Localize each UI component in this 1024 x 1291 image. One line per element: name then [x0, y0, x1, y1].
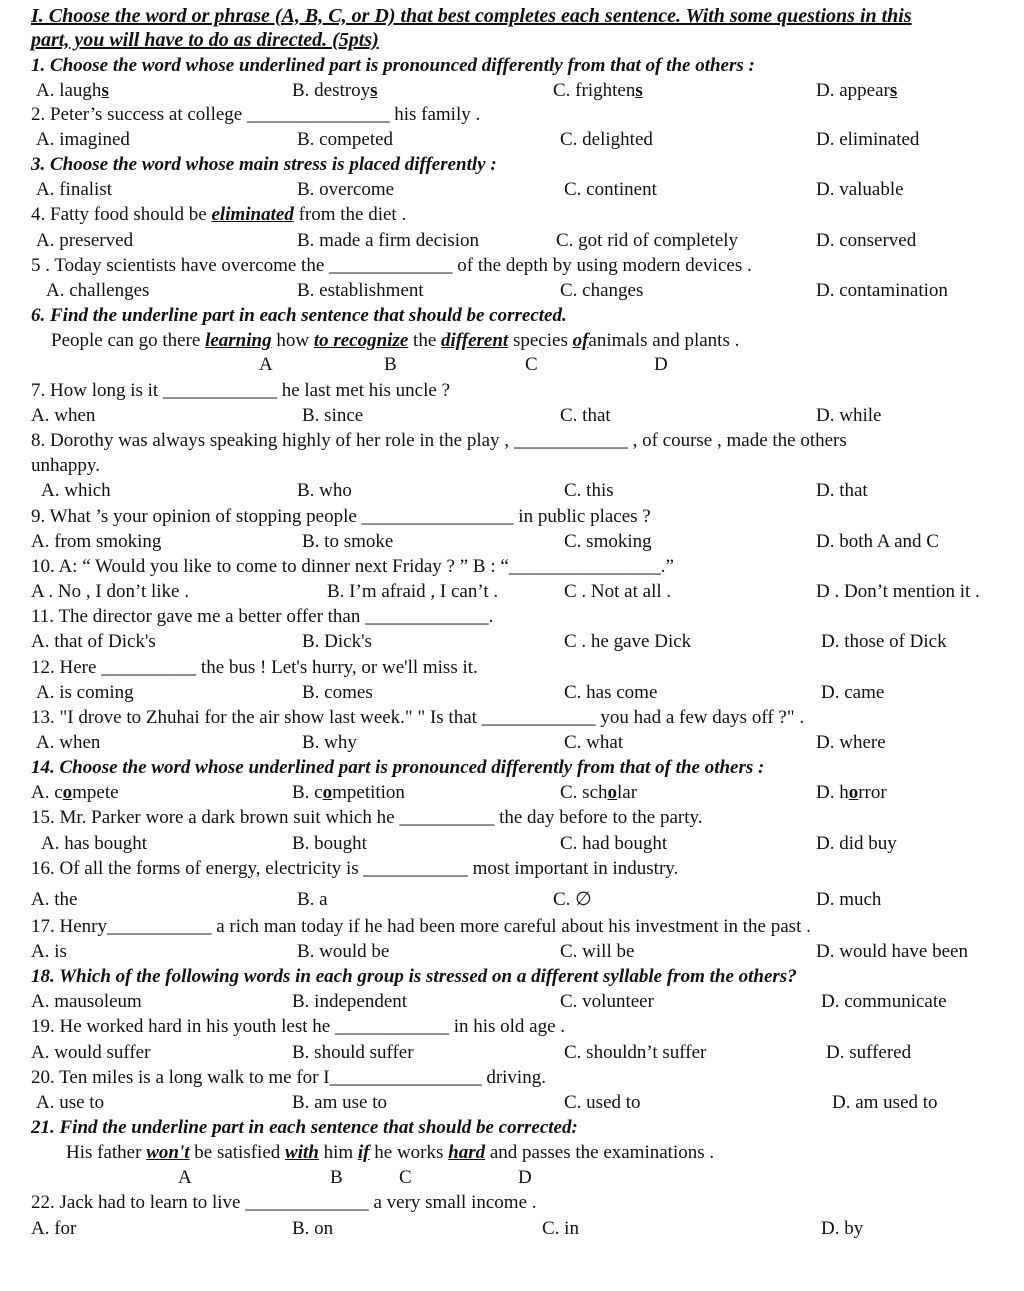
q1-option-b-underlined: s: [370, 80, 378, 101]
q14-option-b-post: mpetition: [332, 782, 405, 803]
instructions-line-2-text: part, you will have to do as directed. (5pts): [31, 29, 379, 51]
q17-option-d[interactable]: D. would have been: [816, 941, 968, 962]
q8-option-d[interactable]: D. that: [816, 480, 868, 501]
q16-option-d[interactable]: D. much: [816, 889, 882, 910]
q17-option-a[interactable]: A. is: [31, 941, 67, 962]
q21-seg-1: His father: [66, 1142, 142, 1163]
q20-option-c[interactable]: C. used to: [564, 1092, 641, 1113]
q1-option-b-label: B. destroy: [292, 80, 371, 101]
q1-option-c-underlined: s: [635, 80, 643, 101]
q14-option-a-underlined: o: [62, 782, 73, 803]
q7-blank[interactable]: ____________: [162, 380, 277, 401]
q8-stem-pre: 8. Dorothy was always speaking highly of her role in the play ,: [31, 430, 510, 451]
q13-option-a[interactable]: A. when: [36, 732, 101, 753]
q5-stem: [31, 254, 752, 278]
q10-stem: [31, 555, 674, 579]
q11-blank[interactable]: _____________: [365, 606, 489, 627]
q14-option-a-pre: A. c: [31, 782, 63, 803]
q12-stem-post: the bus ! Let's hurry, or we'll miss it.: [200, 657, 478, 678]
q12-option-a[interactable]: A. is coming: [36, 682, 134, 703]
q10-blank[interactable]: ________________: [508, 556, 661, 577]
q22-stem-pre: 22. Jack had to learn to live: [31, 1192, 241, 1213]
q2-option-b[interactable]: B. competed: [297, 129, 394, 150]
q14-option-c[interactable]: [560, 781, 637, 805]
q9-option-a[interactable]: A. from smoking: [31, 531, 162, 552]
q21-letter-b: B: [330, 1167, 343, 1188]
q13-option-b[interactable]: B. why: [302, 732, 357, 753]
q8-option-c[interactable]: C. this: [564, 480, 614, 501]
q21-part-c[interactable]: if: [357, 1142, 370, 1163]
q4-option-c[interactable]: C. got rid of completely: [556, 230, 739, 251]
q17-stem-post: a rich man today if he had been more careful about his investment in the past .: [216, 916, 811, 937]
q6-seg-3: the: [413, 330, 437, 351]
q10-stem-pre: 10. A: “ Would you like to come to dinner next Friday ? ” B : “: [31, 556, 509, 577]
q18-option-c[interactable]: C. volunteer: [560, 991, 654, 1012]
q3-option-c[interactable]: C. continent: [564, 179, 657, 200]
instructions-line-1: [31, 4, 912, 28]
q20-blank[interactable]: ________________: [329, 1067, 482, 1088]
q6-letter-d: D: [654, 354, 668, 375]
q17-stem: [31, 915, 811, 939]
q9-blank[interactable]: ________________: [361, 506, 514, 527]
q6-part-a[interactable]: learning: [205, 330, 272, 351]
q4-stem: [31, 203, 406, 227]
q9-stem-post: in public places ?: [518, 506, 651, 527]
q14-option-c-post: lar: [617, 782, 638, 803]
q6-letter-c: C: [525, 354, 538, 375]
q16-option-c[interactable]: C. ∅: [553, 889, 592, 910]
q15-blank[interactable]: __________: [399, 807, 495, 828]
q1-option-c[interactable]: [553, 79, 643, 103]
q5-option-b[interactable]: B. establishment: [297, 280, 424, 301]
q6-letter-a: A: [259, 354, 273, 375]
q7-option-a[interactable]: A. when: [31, 405, 96, 426]
q2-stem-pre: 2. Peter’s success at college: [31, 104, 243, 125]
q19-option-d[interactable]: D. suffered: [826, 1042, 912, 1063]
instructions-line-1-text: I. Choose the word or phrase (A, B, C, or D) that best completes each sentence. With some questions in this: [31, 5, 912, 27]
q19-stem-post: in his old age .: [453, 1016, 566, 1037]
q21-seg-5: and passes the examinations .: [489, 1142, 715, 1163]
q9-option-b[interactable]: B. to smoke: [302, 531, 394, 552]
q14-option-c-pre: C. sch: [560, 782, 608, 803]
q18-option-a[interactable]: A. mausoleum: [31, 991, 142, 1012]
instructions-line-2: [31, 28, 379, 52]
q4-option-b[interactable]: B. made a firm decision: [297, 230, 480, 251]
q6-sentence: [51, 329, 739, 353]
q14-option-d-pre: D. h: [816, 782, 849, 803]
q1-option-d-underlined: s: [889, 80, 898, 101]
q19-stem-pre: 19. He worked hard in his youth lest he: [31, 1016, 331, 1037]
q20-option-b[interactable]: B. am use to: [292, 1092, 387, 1113]
q13-blank[interactable]: ____________: [481, 707, 596, 728]
q14-option-b[interactable]: [292, 781, 405, 805]
q6-seg-5: animals and plants .: [588, 330, 740, 351]
q7-stem: [31, 379, 450, 403]
q14-option-c-underlined: o: [607, 782, 617, 803]
q18-prompt: 18. Which of the following words in each group is stressed on a different syllable from the others?: [31, 966, 797, 987]
q7-stem-post: he last met his uncle ?: [281, 380, 451, 401]
q3-option-b[interactable]: B. overcome: [297, 179, 395, 200]
q20-option-d[interactable]: D. am used to: [832, 1092, 938, 1113]
q15-stem: [31, 806, 703, 830]
q6-prompt: 6. Find the underline part in each sentence that should be corrected.: [31, 305, 567, 326]
q19-blank[interactable]: ____________: [334, 1016, 449, 1037]
q4-underlined-word: eliminated: [211, 204, 294, 225]
q21-prompt: 21. Find the underline part in each sentence that should be corrected:: [31, 1117, 578, 1138]
q4-stem-pre: 4. Fatty food should be: [31, 204, 207, 225]
q19-option-c[interactable]: C. shouldn’t suffer: [564, 1042, 707, 1063]
q13-option-c[interactable]: C. what: [564, 732, 624, 753]
q5-option-d[interactable]: D. contamination: [816, 280, 948, 301]
q14-option-b-pre: B. c: [292, 782, 323, 803]
q17-stem-pre: 17. Henry: [31, 916, 107, 937]
q8-option-a[interactable]: A. which: [41, 480, 111, 501]
q9-option-c[interactable]: C. smoking: [564, 531, 652, 552]
q5-blank[interactable]: _____________: [329, 255, 453, 276]
q1-option-c-label: C. frighten: [553, 80, 636, 101]
q21-seg-2: be satisfied: [194, 1142, 281, 1163]
q21-letter-c: C: [399, 1167, 412, 1188]
q18-option-b[interactable]: B. independent: [292, 991, 408, 1012]
q5-stem-post: of the depth by using modern devices .: [457, 255, 752, 276]
q20-stem-post: driving.: [486, 1067, 546, 1088]
q6-part-c[interactable]: different: [441, 330, 509, 351]
q6-part-d[interactable]: of: [572, 330, 589, 351]
q12-option-d[interactable]: D. came: [821, 682, 885, 703]
q22-option-c[interactable]: C. in: [542, 1218, 579, 1239]
q16-option-b[interactable]: B. a: [297, 889, 328, 910]
q20-option-a[interactable]: A. use to: [36, 1092, 105, 1113]
q2-option-d[interactable]: D. eliminated: [816, 129, 920, 150]
q9-option-d[interactable]: D. both A and C: [816, 531, 939, 552]
q9-stem-pre: 9. What ’s your opinion of stopping people: [31, 506, 357, 527]
q21-sentence: [66, 1141, 714, 1165]
q17-option-b[interactable]: B. would be: [297, 941, 390, 962]
q19-option-a[interactable]: A. would suffer: [31, 1042, 151, 1063]
q11-option-c[interactable]: C . he gave Dick: [564, 631, 692, 652]
q11-option-d[interactable]: D. those of Dick: [821, 631, 947, 652]
q12-option-c[interactable]: C. has come: [564, 682, 658, 703]
q14-option-a-post: mpete: [72, 782, 119, 803]
q15-stem-pre: 15. Mr. Parker wore a dark brown suit which he: [31, 807, 395, 828]
q1-option-a-label: A. laugh: [36, 80, 102, 101]
q3-option-d[interactable]: D. valuable: [816, 179, 904, 200]
q1-option-a[interactable]: [36, 79, 109, 103]
q15-option-c[interactable]: C. had bought: [560, 833, 668, 854]
q11-option-b[interactable]: B. Dick's: [302, 631, 372, 652]
q11-option-a[interactable]: A. that of Dick's: [31, 631, 156, 652]
q8-stem-post: , of course , made the others: [632, 430, 847, 451]
q14-option-b-underlined: o: [322, 782, 333, 803]
q3-prompt: 3. Choose the word whose main stress is placed differently :: [31, 154, 497, 175]
q10-option-c[interactable]: C . Not at all .: [564, 581, 672, 602]
q22-stem: [31, 1191, 537, 1215]
q4-option-a[interactable]: A. preserved: [36, 230, 134, 251]
q21-part-a[interactable]: won't: [146, 1142, 190, 1163]
q12-stem-pre: 12. Here: [31, 657, 97, 678]
q1-prompt: 1. Choose the word whose underlined part is pronounced differently from that of the others :: [31, 55, 755, 76]
q22-blank[interactable]: _____________: [245, 1192, 369, 1213]
q6-part-b[interactable]: to recognize: [313, 330, 409, 351]
q14-option-d-underlined: o: [848, 782, 859, 803]
q21-letter-d: D: [518, 1167, 532, 1188]
q4-stem-post: from the diet .: [298, 204, 407, 225]
q14-option-d[interactable]: [816, 781, 887, 805]
q5-stem-pre: 5 . Today scientists have overcome the: [31, 255, 325, 276]
q1-option-d[interactable]: [816, 79, 897, 103]
q1-option-b[interactable]: [292, 79, 378, 103]
q14-prompt: 14. Choose the word whose underlined part is pronounced differently from that of the others :: [31, 757, 765, 778]
q16-stem-post: most important in industry.: [472, 858, 679, 879]
q9-stem: [31, 505, 651, 529]
q15-option-a[interactable]: A. has bought: [41, 833, 148, 854]
q16-option-a[interactable]: A. the: [31, 889, 78, 910]
q10-option-d[interactable]: D . Don’t mention it .: [816, 581, 980, 602]
q21-part-d[interactable]: hard: [448, 1142, 486, 1163]
q13-stem-pre: 13. "I drove to Zhuhai for the air show last week." " Is that: [31, 707, 477, 728]
q2-stem: [31, 103, 480, 127]
q8-stem-continued: unhappy.: [31, 455, 100, 476]
q22-stem-post: a very small income .: [373, 1192, 537, 1213]
q13-option-d[interactable]: D. where: [816, 732, 886, 753]
q10-option-b[interactable]: B. I’m afraid , I can’t .: [327, 581, 499, 602]
q22-option-b[interactable]: B. on: [292, 1218, 334, 1239]
q15-option-d[interactable]: D. did buy: [816, 833, 897, 854]
q2-option-c[interactable]: C. delighted: [560, 129, 653, 150]
q5-option-c[interactable]: C. changes: [560, 280, 644, 301]
q7-option-d[interactable]: D. while: [816, 405, 882, 426]
q14-option-a[interactable]: [31, 781, 119, 805]
q3-option-a[interactable]: A. finalist: [36, 179, 112, 200]
q7-option-c[interactable]: C. that: [560, 405, 611, 426]
q1-option-d-label: D. appear: [816, 80, 890, 101]
q16-blank[interactable]: ___________: [363, 858, 468, 879]
q19-option-b[interactable]: B. should suffer: [292, 1042, 414, 1063]
q12-stem: [31, 656, 478, 680]
q14-option-d-post: rror: [858, 782, 887, 803]
q17-blank[interactable]: ___________: [106, 916, 212, 937]
q19-stem: [31, 1015, 565, 1039]
q6-seg-1: People can go there: [51, 330, 201, 351]
q21-letter-a: A: [178, 1167, 192, 1188]
q8-blank[interactable]: ____________: [513, 430, 628, 451]
q16-stem: [31, 857, 678, 881]
q10-option-a[interactable]: A . No , I don’t like .: [31, 581, 189, 602]
q4-option-d[interactable]: D. conserved: [816, 230, 917, 251]
q11-stem-post: .: [488, 606, 494, 627]
q8-option-b[interactable]: B. who: [297, 480, 352, 501]
q12-blank[interactable]: __________: [101, 657, 197, 678]
q6-seg-2: how: [276, 330, 310, 351]
q6-letter-b: B: [384, 354, 397, 375]
q15-stem-post: the day before to the party.: [499, 807, 703, 828]
q7-option-b[interactable]: B. since: [302, 405, 364, 426]
q2-stem-post: his family .: [394, 104, 481, 125]
q2-blank[interactable]: _______________: [246, 104, 390, 125]
q20-stem-pre: 20. Ten miles is a long walk to me for I: [31, 1067, 330, 1088]
q21-seg-4: he works: [374, 1142, 444, 1163]
q7-stem-pre: 7. How long is it: [31, 380, 159, 401]
q20-stem: [31, 1066, 546, 1090]
q10-stem-post: .”: [660, 556, 674, 577]
q6-seg-4: species: [512, 330, 568, 351]
q11-stem: [31, 605, 493, 629]
q1-option-a-underlined: s: [101, 80, 109, 101]
q16-stem-pre: 16. Of all the forms of energy, electricity is: [31, 858, 359, 879]
q5-option-a[interactable]: A. challenges: [46, 280, 150, 301]
q13-stem-post: you had a few days off ?" .: [600, 707, 805, 728]
q11-stem-pre: 11. The director gave me a better offer than: [31, 606, 361, 627]
q18-option-d[interactable]: D. communicate: [821, 991, 947, 1012]
q17-option-c[interactable]: C. will be: [560, 941, 635, 962]
q22-option-a[interactable]: A. for: [31, 1218, 77, 1239]
q22-option-d[interactable]: D. by: [821, 1218, 864, 1239]
q2-option-a[interactable]: A. imagined: [36, 129, 130, 150]
q21-part-b[interactable]: with: [285, 1142, 319, 1163]
q15-option-b[interactable]: B. bought: [292, 833, 367, 854]
q21-seg-3: him: [323, 1142, 354, 1163]
q8-stem: [31, 429, 847, 453]
q13-stem: [31, 706, 804, 730]
q12-option-b[interactable]: B. comes: [302, 682, 373, 703]
